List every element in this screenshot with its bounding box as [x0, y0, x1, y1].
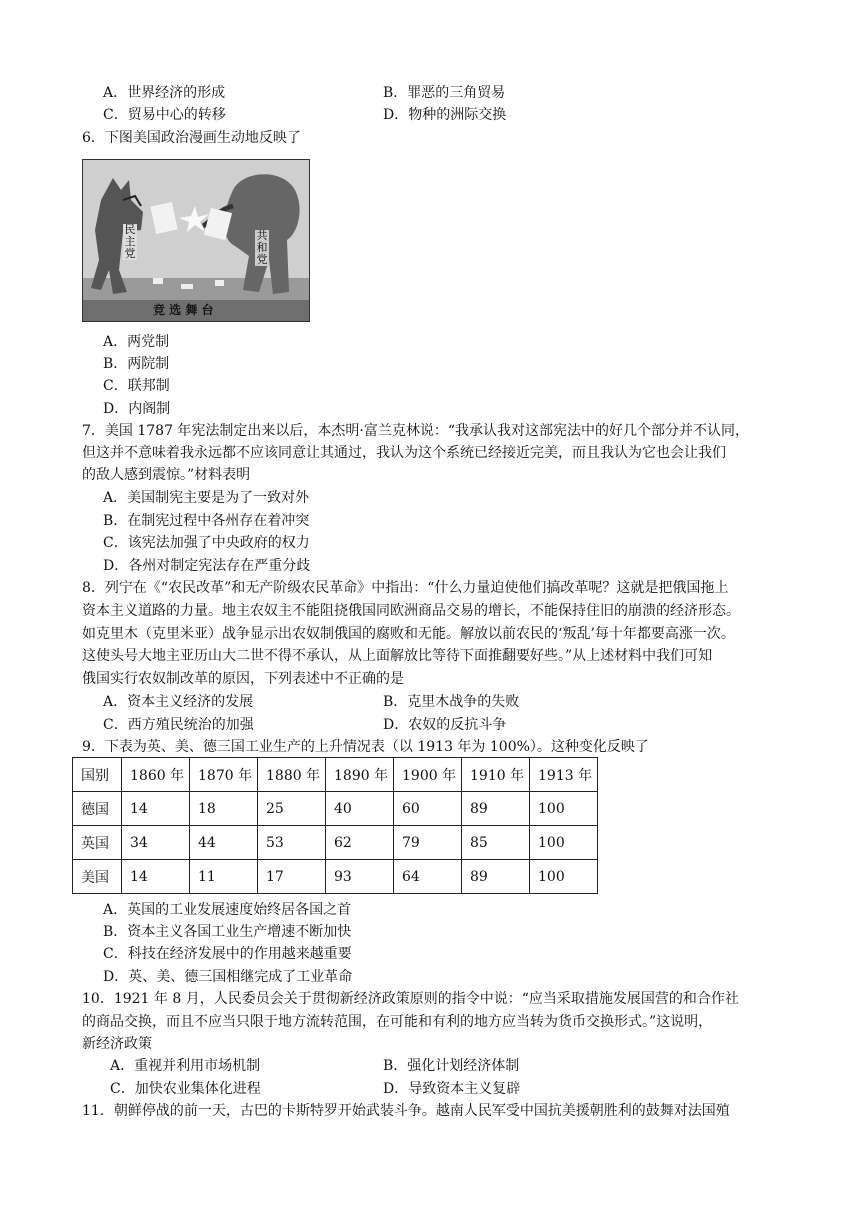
table-row — [73, 826, 598, 860]
table-header-cell: 1910 年 — [462, 758, 530, 792]
table-row — [73, 792, 598, 826]
table-header-cell: 1870 年 — [190, 758, 258, 792]
table-cell: 11 — [190, 860, 258, 894]
q6-option-a: A．两党制 — [103, 334, 170, 350]
table-cell: 40 — [326, 792, 394, 826]
table-cell: 93 — [326, 860, 394, 894]
table-header-cell: 1900 年 — [394, 758, 462, 792]
table-cell: 英国 — [73, 826, 122, 860]
q10-stem-line-3: 新经济政策 — [82, 1036, 152, 1052]
q6-option-b: B．两院制 — [103, 356, 170, 372]
table-cell: 100 — [530, 792, 598, 826]
q8-option-a: A．资本主义经济的发展 — [103, 694, 254, 710]
q8-stem-line-4: 这使头号大地主亚历山大二世不得不承认，从上面解放比等待下面推翻要好些。”从上述材料中我们可知 — [82, 648, 713, 664]
q8-option-c: C．西方殖民统治的加强 — [103, 717, 254, 733]
q7-option-d: D．各州对制定宪法存在严重分歧 — [103, 558, 311, 574]
table-cell: 18 — [190, 792, 258, 826]
q9-option-d: D．英、美、德三国相继完成了工业革命 — [103, 969, 353, 985]
q8-stem-line-3: 如克里木（克里米亚）战争显示出农奴制俄国的腐败和无能。解放以前农民的‘叛乱’每十年都要高涨一次。 — [82, 626, 735, 642]
table-header-cell: 1913 年 — [530, 758, 598, 792]
q6-option-d: D．内阁制 — [103, 401, 171, 417]
table-cell: 25 — [258, 792, 326, 826]
political-cartoon-image — [82, 159, 310, 322]
q9-stem: 9．下表为英、美、德三国工业生产的上升情况表（以 1913 年为 100%）。这种变化反映了 — [82, 739, 649, 755]
q8-stem-line-5: 俄国实行农奴制改革的原因，下列表述中不正确的是 — [82, 671, 404, 687]
q10-stem-line-1: 10．1921 年 8 月，人民委员会关于贯彻新经济政策原则的指令中说：“应当采取措施发展国营的和合作社 — [82, 991, 739, 1007]
q11-stem-line-1: 11．朝鲜停战的前一天，古巴的卡斯特罗开始武装斗争。越南人民军受中国抗美援朝胜利的鼓舞对法国殖 — [82, 1103, 730, 1119]
q10-option-d: D．导致资本主义复辟 — [383, 1081, 521, 1097]
q10-stem-line-2: 的商品交换，而且不应当只限于地方流转范围，在可能和有利的地方应当转为货币交换形式。”这说明， — [82, 1014, 713, 1030]
q10-option-b: B．强化计划经济体制 — [383, 1058, 520, 1074]
table-header-cell: 1890 年 — [326, 758, 394, 792]
table-cell: 89 — [462, 860, 530, 894]
cartoon-label-republican: 共和党 — [256, 229, 268, 266]
table-cell: 德国 — [73, 792, 122, 826]
table-cell: 53 — [258, 826, 326, 860]
table-cell: 44 — [190, 826, 258, 860]
table-header-cell: 国别 — [73, 758, 122, 792]
q9-option-c: C．科技在经济发展中的作用越来越重要 — [103, 946, 352, 962]
table-cell: 34 — [122, 826, 190, 860]
q5-option-c: C．贸易中心的转移 — [103, 107, 226, 123]
cartoon-stage-label: 竞 选 舞 台 — [153, 303, 214, 317]
q7-option-b: B．在制宪过程中各州存在着冲突 — [103, 513, 310, 529]
q6-stem: 6．下图美国政治漫画生动地反映了 — [82, 130, 301, 146]
q7-option-c: C．该宪法加强了中央政府的权力 — [103, 535, 310, 551]
q5-option-a: A．世界经济的形成 — [103, 85, 226, 101]
table-cell: 60 — [394, 792, 462, 826]
table-header-row — [73, 758, 598, 792]
table-cell: 89 — [462, 792, 530, 826]
table-cell: 85 — [462, 826, 530, 860]
table-cell: 100 — [530, 826, 598, 860]
table-cell: 64 — [394, 860, 462, 894]
q8-stem-line-2: 资本主义道路的力量。地主农奴主不能阻挠俄国同欧洲商品交易的增长，不能保持住旧的崩溃的经济形态。 — [82, 603, 740, 619]
q6-option-c: C．联邦制 — [103, 378, 170, 394]
q8-option-d: D．农奴的反抗斗争 — [383, 717, 507, 733]
q10-option-a: A．重视并利用市场机制 — [110, 1058, 261, 1074]
q5-option-b: B．罪恶的三角贸易 — [383, 85, 506, 101]
table-cell: 100 — [530, 860, 598, 894]
industrial-growth-table — [72, 757, 598, 894]
q9-option-a: A．英国的工业发展速度始终居各国之首 — [103, 902, 352, 918]
q7-option-a: A．美国制宪主要是为了一致对外 — [103, 490, 310, 506]
table-cell: 美国 — [73, 860, 122, 894]
table-cell: 14 — [122, 860, 190, 894]
q8-option-b: B．克里木战争的失败 — [383, 694, 520, 710]
q9-option-b: B．资本主义各国工业生产增速不断加快 — [103, 924, 352, 940]
table-cell: 62 — [326, 826, 394, 860]
table-row — [73, 860, 598, 894]
table-cell: 17 — [258, 860, 326, 894]
table-header-cell: 1860 年 — [122, 758, 190, 792]
table-header-cell: 1880 年 — [258, 758, 326, 792]
q5-option-d: D．物种的洲际交换 — [383, 107, 507, 123]
q7-stem-line-2: 但这并不意味着我永远都不应该同意让其通过，我认为这个系统已经接近完美，而且我认为它也会让我们 — [82, 445, 726, 461]
table-cell: 79 — [394, 826, 462, 860]
cartoon-label-democratic: 民主党 — [124, 223, 136, 260]
cartoon-illustration — [83, 160, 309, 321]
q7-stem-line-1: 7．美国 1787 年宪法制定出来以后，本杰明·富兰克林说：“我承认我对这部宪法中的好几个部分并不认同， — [82, 423, 750, 439]
q10-option-c: C．加快农业集体化进程 — [110, 1081, 261, 1097]
q7-stem-line-3: 的敌人感到震惊。”材料表明 — [82, 467, 251, 483]
q8-stem-line-1: 8．列宁在《“农民改革”和无产阶级农民革命》中指出：“什么力量迫使他们搞改革呢？这就是把俄国拖上 — [82, 580, 729, 596]
table-cell: 14 — [122, 792, 190, 826]
